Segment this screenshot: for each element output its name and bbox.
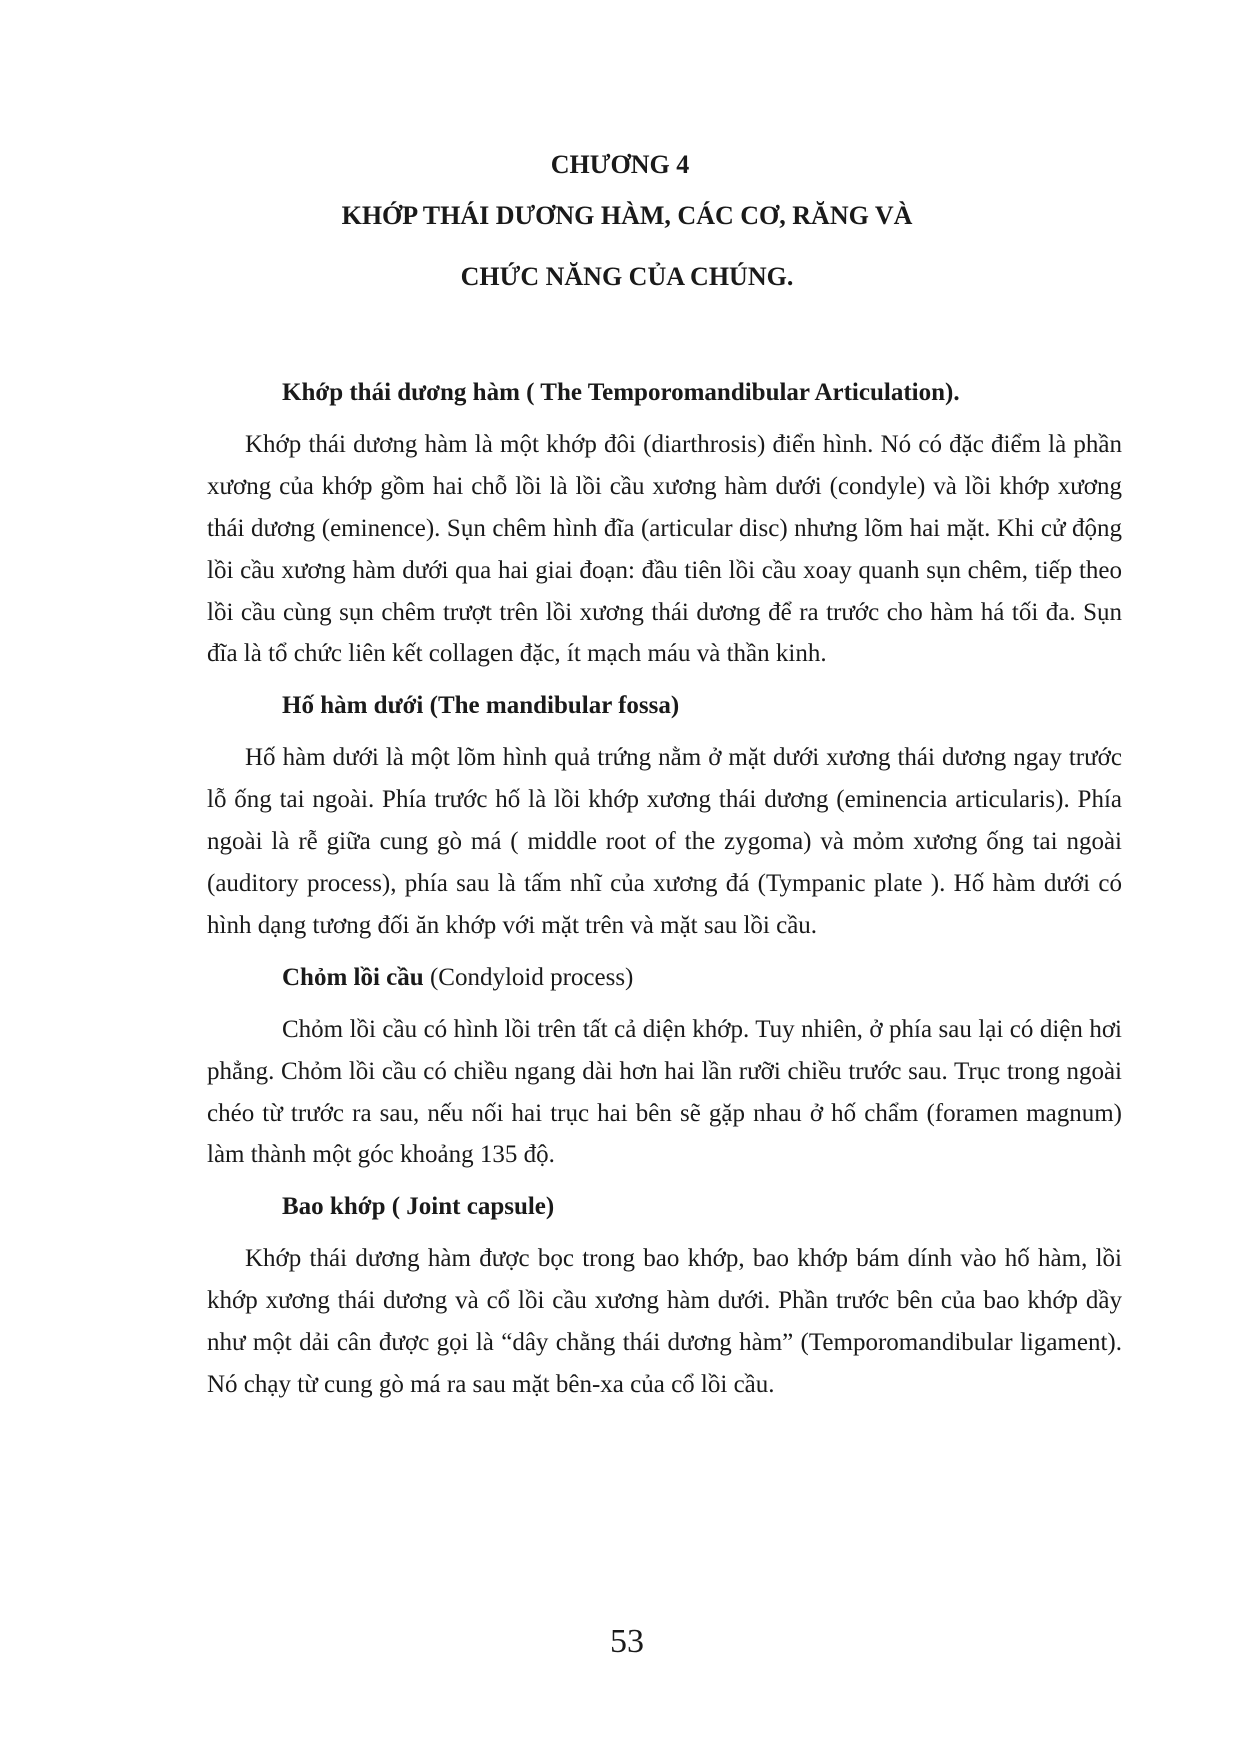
paragraph-temporomandibular-articulation: Khớp thái dương hàm là một khớp đôi (diarthrosis) điển hình. Nó có đặc điểm là phần xương của khớp gồm hai chỗ lồi là lồi cầu xương hàm dưới (condyle) và lồi khớp xương thái dương (eminence). Sụn chêm hình đĩa (articular disc) nhưng lõm hai mặt. Khi cử động lồi cầu xương hàm dưới qua hai giai đoạn: đầu tiên lồi cầu xoay quanh sụn chêm, tiếp theo lồi cầu cùng sụn chêm trượt trên lồi xương thái dương để ra trước cho hàm há tối đa. Sụn đĩa là tổ chức liên kết collagen đặc, ít mạch máu và thần kinh. xyxy=(207,430,1122,668)
chapter-title-line-2: CHỨC NĂNG CỦA CHÚNG. xyxy=(460,262,794,291)
section-heading-joint-capsule xyxy=(207,1186,1122,1228)
paragraph-mandibular-fossa: Hố hàm dưới là một lõm hình quả trứng nằm ở mặt dưới xương thái dương ngay trước lỗ ống tai ngoài. Phía trước hố là lồi khớp xương thái dương (eminencia articularis). Phía ngoài là rễ giữa cung gò má ( middle root of the zygoma) và mỏm xương ống tai ngoài (auditory process), phía sau là tấm nhĩ của xương đá (Tympanic plate ). Hố hàm dưới có hình dạng tương đối ăn khớp với mặt trên và mặt sau lồi cầu. xyxy=(207,744,1122,939)
section-heading-bold: Bao khớp ( Joint capsule) xyxy=(282,1193,555,1221)
section-heading-bold: Khớp thái dương hàm ( The Temporomandibular Articulation). xyxy=(282,379,960,406)
section-heading-mandibular-fossa xyxy=(207,685,1122,727)
paragraph-joint-capsule: Khớp thái dương hàm được bọc trong bao khớp, bao khớp bám dính vào hố hàm, lồi khớp xương thái dương và cổ lồi cầu xương hàm dưới. Phần trước bên của bao khớp dầy như một dải cân được gọi là “dây chằng thái dương hàm” (Temporomandibular ligament). Nó chạy từ cung gò má ra sau mặt bên-xa của cổ lồi cầu. xyxy=(207,1245,1122,1398)
section-heading-temporomandibular-articulation xyxy=(207,372,1122,414)
page-number: 53 xyxy=(610,1623,644,1660)
chapter-number: CHƯƠNG 4 xyxy=(550,150,690,179)
body-content xyxy=(207,372,1122,1406)
section-heading-bold: Chỏm lồi cầu xyxy=(282,963,424,991)
section-heading-condyloid-process xyxy=(207,957,1122,999)
chapter-title-line-1: KHỚP THÁI DƯƠNG HÀM, CÁC CƠ, RĂNG VÀ xyxy=(341,201,913,230)
section-heading-bold: Hố hàm dưới (The mandibular fossa) xyxy=(282,692,680,720)
paragraph-condyloid-process: Chỏm lồi cầu có hình lồi trên tất cả diện khớp. Tuy nhiên, ở phía sau lại có diện hơi phẳng. Chỏm lồi cầu có chiều ngang dài hơn hai lần rưỡi chiều trước sau. Trục trong ngoài chéo từ trước ra sau, nếu nối hai trục hai bên sẽ gặp nhau ở hố chẩm (foramen magnum) làm thành một góc khoảng 135 độ. xyxy=(207,1015,1122,1169)
section-heading-normal: (Condyloid process) xyxy=(423,963,634,991)
